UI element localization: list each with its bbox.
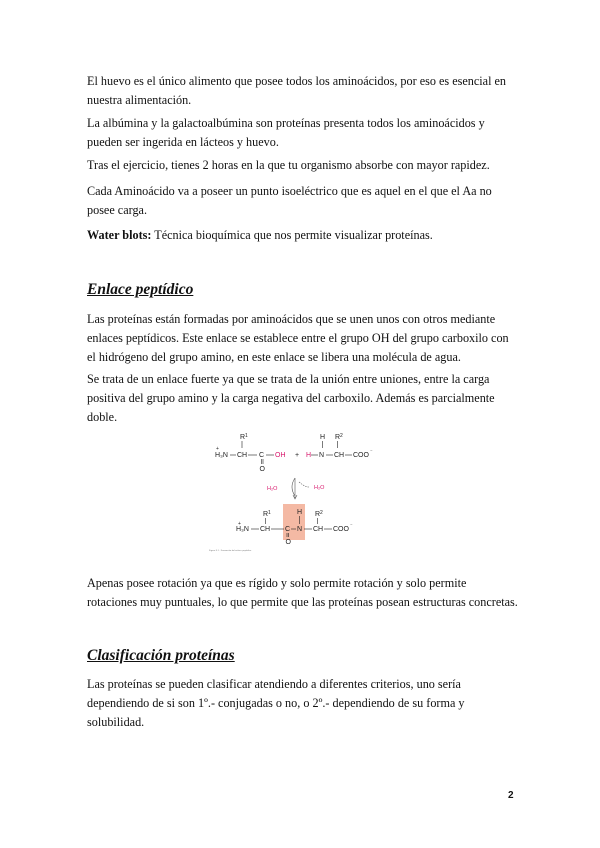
bottom-o: O xyxy=(285,539,291,546)
top-r2: R xyxy=(335,434,341,441)
top-h3n: H₃N xyxy=(215,452,228,459)
top-plus: + xyxy=(295,452,300,459)
top-coo: COO xyxy=(353,452,369,459)
top-r1-sup: 1 xyxy=(245,433,248,439)
paragraph-huevo: El huevo es el único alimento que posee todos los aminoácidos, por eso es esencial en nuestra alimentación. xyxy=(87,74,507,107)
definition-water-blots: Técnica bioquímica que nos permite visualizar proteínas. xyxy=(151,228,433,242)
paragraph-clasificacion: Las proteínas se pueden clasificar atendiendo a diferentes criterios, uno sería dependiendo de si son 1º.- conjugadas o no, o 2º.- dependiendo de su forma y solubilidad. xyxy=(87,677,465,729)
bottom-coo: COO xyxy=(333,526,349,533)
bottom-h3n: H₃N xyxy=(236,526,249,533)
water-left: H₂O xyxy=(267,486,278,492)
top-r1: R xyxy=(240,434,246,441)
bottom-h: H xyxy=(297,509,303,516)
bottom-ch2: CH xyxy=(313,526,324,533)
paragraph-ejercicio: Tras el ejercicio, tienes 2 horas en la que tu organismo absorbe con mayor rapidez. xyxy=(87,158,490,172)
paragraph-albumina: La albúmina y la galactoalbúmina son proteínas presenta todos los aminoácidos y pueden ser ingerida en lácteos y huevo. xyxy=(87,116,485,149)
top-coo-charge: ⁻ xyxy=(370,449,373,455)
water-right: H₂O xyxy=(314,485,325,491)
top-h-above: H xyxy=(320,434,326,441)
bottom-r2-sup: 2 xyxy=(320,510,323,516)
paragraph-enlace-definicion: Las proteínas están formadas por aminoácidos que se unen unos con otros mediante enlaces peptídicos. Este enlace se establece entre el grupo OH del grupo carboxilo con el hidrógeno del grupo amino, en este enlace se libera una molécula de agua. xyxy=(87,312,509,364)
term-water-blots: Water blots: xyxy=(87,228,152,242)
peptide-bond-figure xyxy=(207,432,407,557)
figure-caption: Figura 3.1 · Formación del enlace peptídico xyxy=(209,550,252,552)
bottom-r1: R xyxy=(263,511,269,518)
bottom-h3n-charge: + xyxy=(238,521,241,527)
bottom-ch: CH xyxy=(260,526,271,533)
bottom-n: N xyxy=(297,526,303,533)
top-n: N xyxy=(319,452,325,459)
heading-enlace-peptidico: Enlace peptídico xyxy=(87,281,194,298)
paragraph-enlace-fuerte: Se trata de un enlace fuerte ya que se trata de la unión entre uniones, entre la carga positiva del grupo amino y la carga negativa del carboxilo. Además es parcialmente doble. xyxy=(87,372,495,424)
top-r2-sup: 2 xyxy=(340,433,343,439)
top-o: O xyxy=(259,466,265,473)
top-h3n-charge: + xyxy=(216,446,219,452)
top-ch2: CH xyxy=(334,452,345,459)
bottom-r1-sup: 1 xyxy=(268,510,271,516)
bottom-coo-charge: ⁻ xyxy=(350,523,353,529)
peptide-bond-diagram xyxy=(207,432,407,557)
page-number: 2 xyxy=(508,790,514,801)
bottom-c: C xyxy=(285,526,291,533)
top-h: H xyxy=(306,452,312,459)
top-ch: CH xyxy=(237,452,248,459)
heading-clasificacion-proteinas: Clasificación proteínas xyxy=(87,647,235,664)
paragraph-punto-isoelectrico: Cada Aminoácido va a poseer un punto isoeléctrico que es aquel en el que el Aa no posee carga. xyxy=(87,184,492,217)
top-oh: OH xyxy=(275,452,286,459)
top-c: C xyxy=(259,452,265,459)
paragraph-water-blots xyxy=(87,226,519,245)
bottom-r2: R xyxy=(315,511,321,518)
paragraph-rotacion: Apenas posee rotación ya que es rígido y solo permite rotación y solo permite rotaciones muy puntuales, lo que permite que las proteínas posean estructuras concretas. xyxy=(87,576,518,609)
